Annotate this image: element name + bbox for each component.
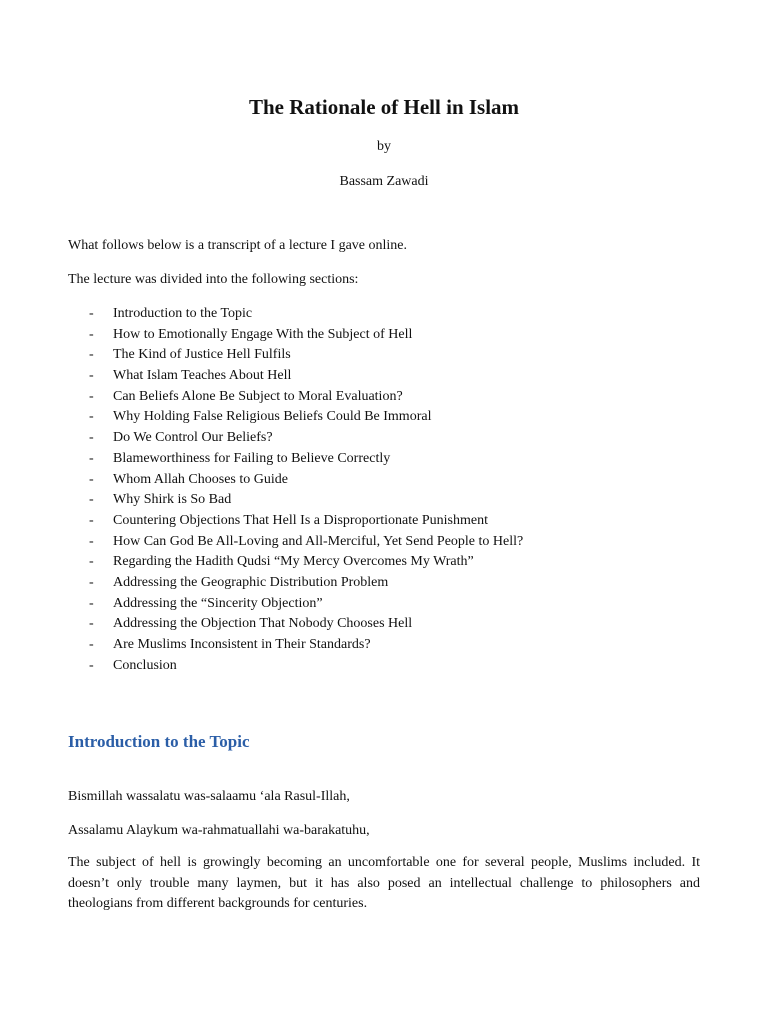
section-list-item: [68, 552, 700, 573]
section-list-label: Addressing the Objection That Nobody Chooses Hell: [113, 616, 413, 632]
section-list-item: [68, 635, 700, 656]
intro-paragraph: What follows below is a transcript of a lecture I gave online.: [68, 238, 407, 253]
list-dash: -: [89, 574, 94, 590]
list-dash: -: [89, 616, 94, 632]
section-list-label: Why Holding False Religious Beliefs Could Be Immoral: [113, 409, 432, 425]
list-dash: -: [89, 554, 94, 570]
section-list-item: [68, 325, 700, 346]
section-list-label: Why Shirk is So Bad: [113, 492, 232, 508]
section-list-item: [68, 407, 700, 428]
list-dash: -: [89, 657, 94, 673]
list-dash: -: [89, 388, 94, 404]
section-list-label: Addressing the “Sincerity Objection”: [113, 595, 323, 611]
list-dash: -: [89, 430, 94, 446]
section-list-label: How to Emotionally Engage With the Subject of Hell: [113, 326, 413, 342]
section-list-item: [68, 387, 700, 408]
section-list: [68, 304, 700, 676]
list-dash: -: [89, 637, 94, 652]
salutation-paragraph: Assalamu Alaykum wa-rahmatuallahi wa-barakatuhu,: [68, 823, 370, 838]
author-name: Bassam Zawadi: [339, 174, 429, 189]
list-dash: -: [89, 533, 94, 549]
section-list-label: How Can God Be All-Loving and All-Merciful, Yet Send People to Hell?: [113, 533, 524, 549]
section-heading: Introduction to the Topic: [68, 732, 250, 751]
section-list-item: [68, 470, 700, 491]
section-list-label: What Islam Teaches About Hell: [113, 368, 292, 384]
section-list-label: Countering Objections That Hell Is a Disproportionate Punishment: [113, 512, 488, 528]
byline: by: [377, 139, 391, 154]
section-list-item: [68, 428, 700, 449]
list-dash: -: [89, 512, 94, 528]
section-list-label: Introduction to the Topic: [113, 306, 253, 321]
section-list-item: [68, 594, 700, 615]
section-list-item: [68, 490, 700, 511]
section-list-label: Conclusion: [113, 657, 177, 673]
section-list-label: Can Beliefs Alone Be Subject to Moral Evaluation?: [113, 388, 403, 404]
section-list-label: Blameworthiness for Failing to Believe Correctly: [113, 450, 391, 466]
section-list-item: [68, 345, 700, 366]
section-list-label: Addressing the Geographic Distribution Problem: [113, 574, 389, 590]
section-list-item: [68, 511, 700, 532]
list-dash: -: [89, 471, 94, 487]
section-list-item: [68, 532, 700, 553]
section-list-label: The Kind of Justice Hell Fulfils: [113, 347, 291, 363]
list-dash: -: [89, 326, 94, 342]
list-dash: -: [89, 492, 94, 508]
section-list-item: [68, 614, 700, 635]
list-dash: -: [89, 595, 94, 611]
list-dash: -: [89, 409, 94, 425]
section-list-item: [68, 573, 700, 594]
list-dash: -: [89, 306, 94, 321]
greeting-paragraph: Bismillah wassalatu was-salaamu ‘ala Rasul-Illah,: [68, 789, 350, 804]
list-dash: -: [89, 347, 94, 363]
section-list-item: [68, 656, 700, 677]
section-list-label: Are Muslims Inconsistent in Their Standards?: [113, 637, 371, 652]
list-dash: -: [89, 450, 94, 466]
body-paragraph: The subject of hell is growingly becoming an uncomfortable one for several people, Muslims included. It doesn’t only trouble many laymen, but it has also posed an intellectual challenge to philosophers and theologians from different backgrounds for centuries.: [68, 855, 700, 911]
section-list-label: Do We Control Our Beliefs?: [113, 430, 273, 446]
list-dash: -: [89, 368, 94, 384]
section-list-label: Regarding the Hadith Qudsi “My Mercy Overcomes My Wrath”: [113, 554, 474, 570]
section-list-item: [68, 366, 700, 387]
sections-intro-paragraph: The lecture was divided into the following sections:: [68, 272, 359, 287]
document-title: The Rationale of Hell in Islam: [248, 95, 520, 119]
section-list-item: [68, 449, 700, 470]
section-list-label: Whom Allah Chooses to Guide: [113, 471, 288, 487]
section-list-item: [68, 304, 700, 325]
